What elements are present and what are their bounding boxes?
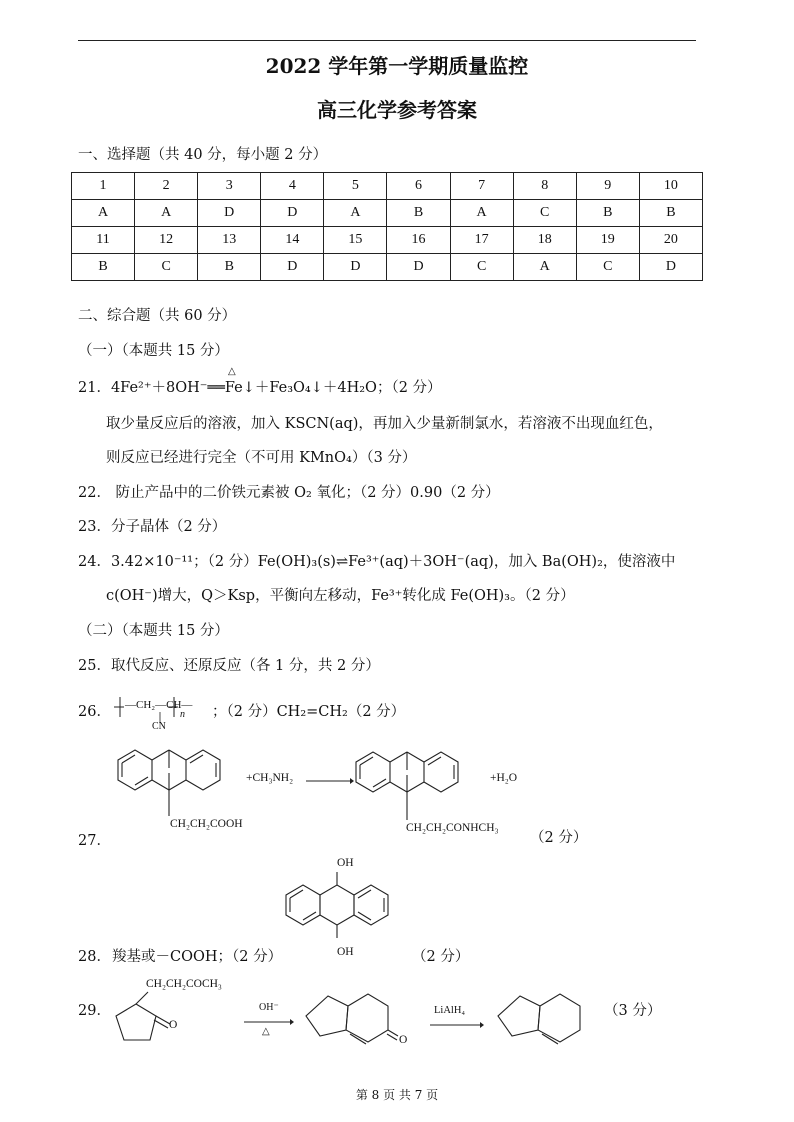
answer-table-cell: 18 [513, 227, 576, 254]
q29-condition-base: OH⁻ [259, 1002, 279, 1013]
alkene-drawing [494, 978, 594, 1058]
q29-side-chain: CH₂CH₂COCH₃ [146, 978, 222, 990]
q29-cyclopentanone [108, 990, 198, 1060]
top-rule [78, 40, 696, 41]
answer-table-cell: B [198, 254, 261, 281]
q26-number: 26． [78, 704, 111, 720]
q21-method: 取少量反应后的溶液，加入 KSCN(aq)，再加入少量新制氯水，若溶液不出现血红色， [106, 416, 663, 432]
answer-table-cell: 9 [576, 173, 639, 200]
q26-cn-group: CN [152, 721, 166, 732]
answer-table-cell: 3 [198, 173, 261, 200]
q29-bicyclic-alkene [494, 978, 594, 1058]
answer-table-cell: B [576, 200, 639, 227]
q29-bicyclic-enone [298, 978, 418, 1058]
answer-table-cell: 1 [72, 173, 135, 200]
answer-table-row [72, 200, 703, 227]
q25-answer: 25．取代反应、还原反应（各 1 分，共 2 分） [78, 658, 380, 674]
answer-table-cell: C [513, 200, 576, 227]
answer-table-cell: A [450, 200, 513, 227]
q27-product-chain: CH₂CH₂CONHCH₃ [406, 822, 499, 834]
diol-ring-drawing [280, 870, 410, 940]
answer-table-cell: 12 [135, 227, 198, 254]
q29-arrow-2 [430, 1020, 484, 1030]
answer-table-cell: 4 [261, 173, 324, 200]
answer-table-cell: 8 [513, 173, 576, 200]
q22-answer: 22． 防止产品中的二价铁元素被 O₂ 氧化；（2 分）0.90（2 分） [78, 485, 500, 501]
answer-table-cell: 16 [387, 227, 450, 254]
answer-table-row [72, 254, 703, 281]
q28-score: （2 分） [412, 949, 470, 965]
answer-table [71, 172, 703, 281]
answer-table-cell: C [450, 254, 513, 281]
q21-equation: 21．4Fe²⁺＋8OH⁻══Fe↓＋Fe₃O₄↓＋4H₂O；（2 分） [78, 380, 442, 396]
answer-table-cell: A [135, 200, 198, 227]
answer-table-cell: D [387, 254, 450, 281]
answer-table-cell: 7 [450, 173, 513, 200]
section1-heading: 一、选择题（共 40 分，每小题 2 分） [78, 147, 328, 163]
q28-oh-bottom: OH [337, 946, 354, 958]
answer-table-cell: D [198, 200, 261, 227]
q29-score: （3 分） [604, 1003, 662, 1019]
answer-table-cell: C [576, 254, 639, 281]
q26-answer: ；（2 分）CH₂=CH₂（2 分） [212, 704, 406, 720]
q21-method-cont: 则反应已经进行完全（不可用 KMnO₄）（3 分） [106, 450, 417, 466]
answer-table-row [72, 227, 703, 254]
answer-table-cell: 10 [639, 173, 702, 200]
answer-table-cell: 17 [450, 227, 513, 254]
answer-table-cell: C [135, 254, 198, 281]
q21-heat-condition: △ [228, 366, 236, 377]
answer-table-cell: B [72, 254, 135, 281]
q29-condition-heat: △ [262, 1026, 270, 1037]
q28-dihydroanthracene-diol [280, 870, 410, 940]
part2-heading: （二）（本题共 15 分） [78, 623, 229, 639]
q27-byproduct: +H₂O [490, 772, 518, 784]
cyclopentanone-drawing [108, 990, 198, 1060]
q27-score: （2 分） [530, 830, 588, 846]
answer-table-cell: D [639, 254, 702, 281]
answer-table-cell: 19 [576, 227, 639, 254]
q26-polymer-chain: —CH₂—CH— [125, 699, 193, 711]
answer-table-cell: 5 [324, 173, 387, 200]
page-footer: 第 8 页 共 7 页 [355, 1088, 439, 1102]
answer-table-cell: A [72, 200, 135, 227]
section2-heading: 二、综合题（共 60 分） [78, 308, 237, 324]
q24-answer-cont: c(OH⁻)增大，Q＞Ksp，平衡向左移动，Fe³⁺转化成 Fe(OH)₃。（2 分） [106, 588, 575, 604]
answer-table-cell: 6 [387, 173, 450, 200]
q27-reagent: +CH₃NH₂ [246, 772, 294, 784]
answer-table-cell: 15 [324, 227, 387, 254]
answer-table-cell: 20 [639, 227, 702, 254]
answer-table-row [72, 173, 703, 200]
page-title: 2022 学年第一学期质量监控 [265, 54, 529, 78]
answer-table-cell: 13 [198, 227, 261, 254]
page-subtitle: 高三化学参考答案 [317, 98, 477, 122]
answer-table-cell: D [261, 200, 324, 227]
answer-table-cell: 2 [135, 173, 198, 200]
answer-table-cell: B [639, 200, 702, 227]
q26-n-subscript: n [180, 709, 185, 720]
q24-answer: 24．3.42×10⁻¹¹；（2 分）Fe(OH)₃(s)⇌Fe³⁺(aq)＋3OH⁻(aq)，加入 Ba(OH)₂，使溶液中 [78, 554, 676, 570]
q29-carbonyl-o2: O [399, 1034, 408, 1046]
q28-oh-top: OH [337, 857, 354, 869]
q28-number: 28． [78, 949, 111, 965]
q29-condition-reductant: LiAlH₄ [434, 1005, 466, 1016]
answer-table-cell: A [324, 200, 387, 227]
part1-heading: （一）（本题共 15 分） [78, 343, 229, 359]
answer-table-cell: 11 [72, 227, 135, 254]
q28-answer: 羧基或－COOH；（2 分） [112, 949, 283, 965]
answer-table-cell: D [324, 254, 387, 281]
q29-number: 29． [78, 1003, 111, 1019]
q27-number: 27． [78, 833, 111, 849]
q29-carbonyl-o1: O [169, 1019, 178, 1031]
q27-reactant-chain: CH₂CH₂COOH [170, 818, 243, 830]
answer-table-cell: A [513, 254, 576, 281]
enone-drawing [298, 978, 418, 1058]
answer-table-cell: D [261, 254, 324, 281]
answer-table-cell: 14 [261, 227, 324, 254]
q23-answer: 23．分子晶体（2 分） [78, 519, 227, 535]
answer-table-cell: B [387, 200, 450, 227]
